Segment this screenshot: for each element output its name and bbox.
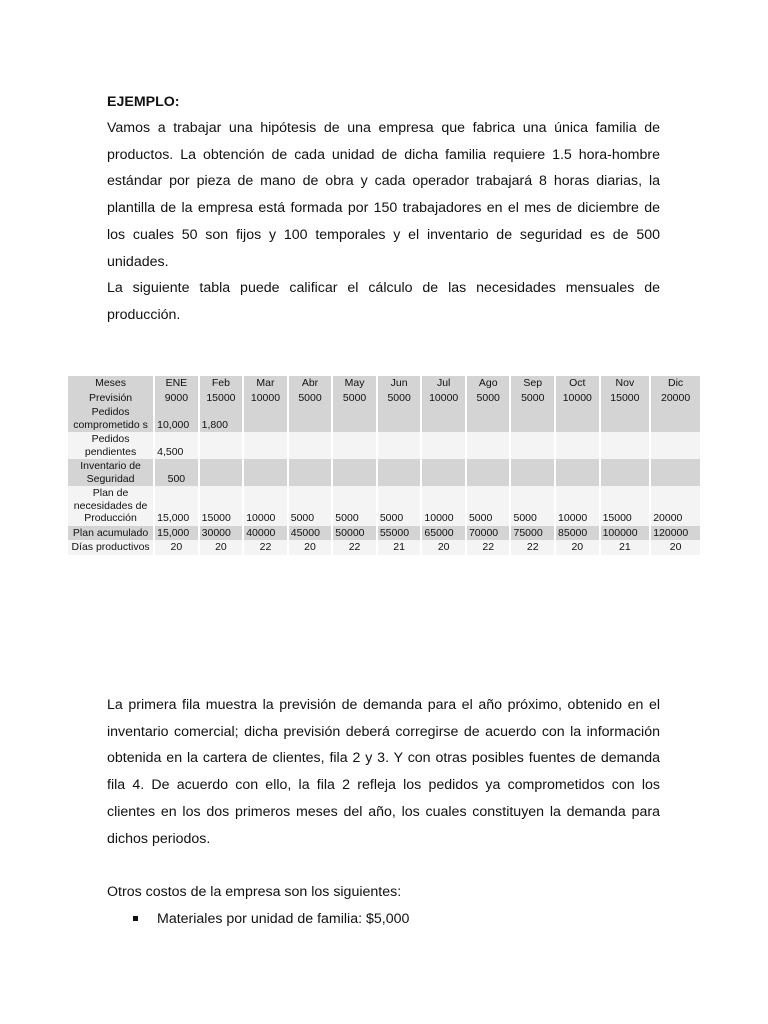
table-cell: 10000 xyxy=(556,486,599,526)
list-item-text: Materiales por unidad de familia: $5,000 xyxy=(157,911,410,927)
table-cell: 10000 xyxy=(244,486,287,526)
table-cell: 21 xyxy=(378,540,421,555)
table-cell: Feb xyxy=(200,376,243,391)
intro-paragraph: Vamos a trabajar una hipótesis de una empresa que fabrica una única familia de productos. La obtención de cada unidad de dicha familia requiere 1.5 hora-hombre estándar por pieza de mano de obra y cada operador trabajará 8 horas diarias, la plantilla de la empresa está formada por 150 trabajadores en el mes de diciembre de los cuales 50 son fijos y 100 temporales y el inventario de seguridad es de 500 unidades. xyxy=(107,120,660,270)
row-label: Plan acumulado xyxy=(68,526,153,541)
table-cell xyxy=(378,459,421,486)
table-cell: 5000 xyxy=(333,391,376,406)
table-cell xyxy=(200,432,243,459)
table-cell: 20 xyxy=(155,540,198,555)
costs-list xyxy=(133,906,409,933)
table-cell: 5000 xyxy=(511,391,554,406)
table-intro-paragraph: La siguiente tabla puede calificar el cálculo de las necesidades mensuales de producción. xyxy=(107,280,660,323)
table-row xyxy=(68,391,700,406)
table-cell: 120000 xyxy=(651,526,700,541)
table-cell: 5000 xyxy=(467,486,510,526)
table-cell: 40000 xyxy=(244,526,287,541)
table-cell: 10000 xyxy=(422,391,465,406)
table-cell: 10000 xyxy=(556,391,599,406)
intro-section xyxy=(107,115,660,329)
table-cell: 5000 xyxy=(467,391,510,406)
table-cell: 5000 xyxy=(378,391,421,406)
bullet-square-icon xyxy=(133,916,138,921)
table-cell: 22 xyxy=(511,540,554,555)
table-cell xyxy=(601,405,650,432)
table-cell xyxy=(467,405,510,432)
table-cell: 4,500 xyxy=(155,432,198,459)
table-cell: Abr xyxy=(289,376,332,391)
table-cell: Oct xyxy=(556,376,599,391)
table-cell xyxy=(200,459,243,486)
table-cell: 1,800 xyxy=(200,405,243,432)
table-cell: 20000 xyxy=(651,391,700,406)
table-cell: 15,000 xyxy=(155,486,198,526)
table-cell xyxy=(601,432,650,459)
table-cell: 45000 xyxy=(289,526,332,541)
table-cell: 15000 xyxy=(601,486,650,526)
table-cell: 65000 xyxy=(422,526,465,541)
table-cell xyxy=(556,459,599,486)
table-cell xyxy=(651,432,700,459)
row-label: Pedidos pendientes xyxy=(68,432,153,459)
table-cell xyxy=(467,432,510,459)
table-cell xyxy=(333,432,376,459)
table-cell: 50000 xyxy=(333,526,376,541)
table-cell xyxy=(422,405,465,432)
table-cell xyxy=(378,405,421,432)
example-heading: EJEMPLO: xyxy=(107,94,180,110)
table-cell: 20 xyxy=(422,540,465,555)
table-row xyxy=(68,540,700,555)
table-cell: 20 xyxy=(289,540,332,555)
table-cell xyxy=(511,459,554,486)
production-table xyxy=(66,376,702,555)
table-cell xyxy=(422,459,465,486)
table-cell: 85000 xyxy=(556,526,599,541)
table-cell: 9000 xyxy=(155,391,198,406)
row-label: Pedidos comprometido s xyxy=(68,405,153,432)
table-cell: 15000 xyxy=(200,391,243,406)
table-cell: Ago xyxy=(467,376,510,391)
table-cell: 75000 xyxy=(511,526,554,541)
table-cell: ENE xyxy=(155,376,198,391)
row-label: Previsión xyxy=(68,391,153,406)
table-cell: 10000 xyxy=(244,391,287,406)
row-label: Inventario de Seguridad xyxy=(68,459,153,486)
table-cell: 5000 xyxy=(333,486,376,526)
table-cell xyxy=(601,459,650,486)
row-label: Meses xyxy=(68,376,153,391)
table-cell: Sep xyxy=(511,376,554,391)
table-cell: 20 xyxy=(651,540,700,555)
table-cell: May xyxy=(333,376,376,391)
table-cell: 5000 xyxy=(511,486,554,526)
table-cell xyxy=(244,432,287,459)
table-cell: 22 xyxy=(467,540,510,555)
table-cell xyxy=(289,432,332,459)
table-cell xyxy=(244,405,287,432)
table-cell: 20000 xyxy=(651,486,700,526)
table-cell xyxy=(556,405,599,432)
analysis-section xyxy=(107,692,660,852)
table-cell xyxy=(556,432,599,459)
table-cell: 15,000 xyxy=(155,526,198,541)
table-cell: 55000 xyxy=(378,526,421,541)
table-cell: 15000 xyxy=(601,391,650,406)
table-cell: 10000 xyxy=(422,486,465,526)
table-cell: Dic xyxy=(651,376,700,391)
table-cell: 5000 xyxy=(378,486,421,526)
table-cell: 20 xyxy=(200,540,243,555)
table-cell xyxy=(333,459,376,486)
row-label: Plan de necesidades de Producción xyxy=(68,486,153,526)
table-cell: Nov xyxy=(601,376,650,391)
table-cell xyxy=(651,459,700,486)
table-cell: 100000 xyxy=(601,526,650,541)
table-cell xyxy=(511,405,554,432)
row-label: Días productivos xyxy=(68,540,153,555)
table-cell: 5000 xyxy=(289,486,332,526)
table-row xyxy=(68,459,700,486)
table-cell xyxy=(289,405,332,432)
table-cell: 22 xyxy=(333,540,376,555)
table-cell xyxy=(651,405,700,432)
analysis-paragraph: La primera fila muestra la previsión de demanda para el año próximo, obtenido en el inventario comercial; dicha previsión deberá corregirse de acuerdo con la información obtenida en la cartera de clientes, fila 2 y 3. Y con otras posibles fuentes de demanda fila 4. De acuerdo con ello, la fila 2 refleja los pedidos ya comprometidos con los clientes en los dos primeros meses del año, los cuales constituyen la demanda para dichos periodos. xyxy=(107,697,660,847)
table-cell: 21 xyxy=(601,540,650,555)
table-cell xyxy=(467,459,510,486)
table-cell: 30000 xyxy=(200,526,243,541)
table-cell: Jun xyxy=(378,376,421,391)
table-cell: 70000 xyxy=(467,526,510,541)
table-cell xyxy=(333,405,376,432)
table-cell xyxy=(511,432,554,459)
list-item xyxy=(133,906,409,933)
table-cell: 20 xyxy=(556,540,599,555)
table-row xyxy=(68,376,700,391)
table-cell: Mar xyxy=(244,376,287,391)
table-row xyxy=(68,405,700,432)
costs-intro: Otros costos de la empresa son los siguientes: xyxy=(107,884,402,900)
table-row xyxy=(68,526,700,541)
table-cell xyxy=(244,459,287,486)
table-cell xyxy=(378,432,421,459)
table-cell: 22 xyxy=(244,540,287,555)
table-cell: 15000 xyxy=(200,486,243,526)
table-cell xyxy=(289,459,332,486)
table-cell xyxy=(422,432,465,459)
table-cell: Jul xyxy=(422,376,465,391)
table-cell: 5000 xyxy=(289,391,332,406)
table-row xyxy=(68,432,700,459)
table-cell: 500 xyxy=(155,459,198,486)
table-row xyxy=(68,486,700,526)
table-cell: 10,000 xyxy=(155,405,198,432)
